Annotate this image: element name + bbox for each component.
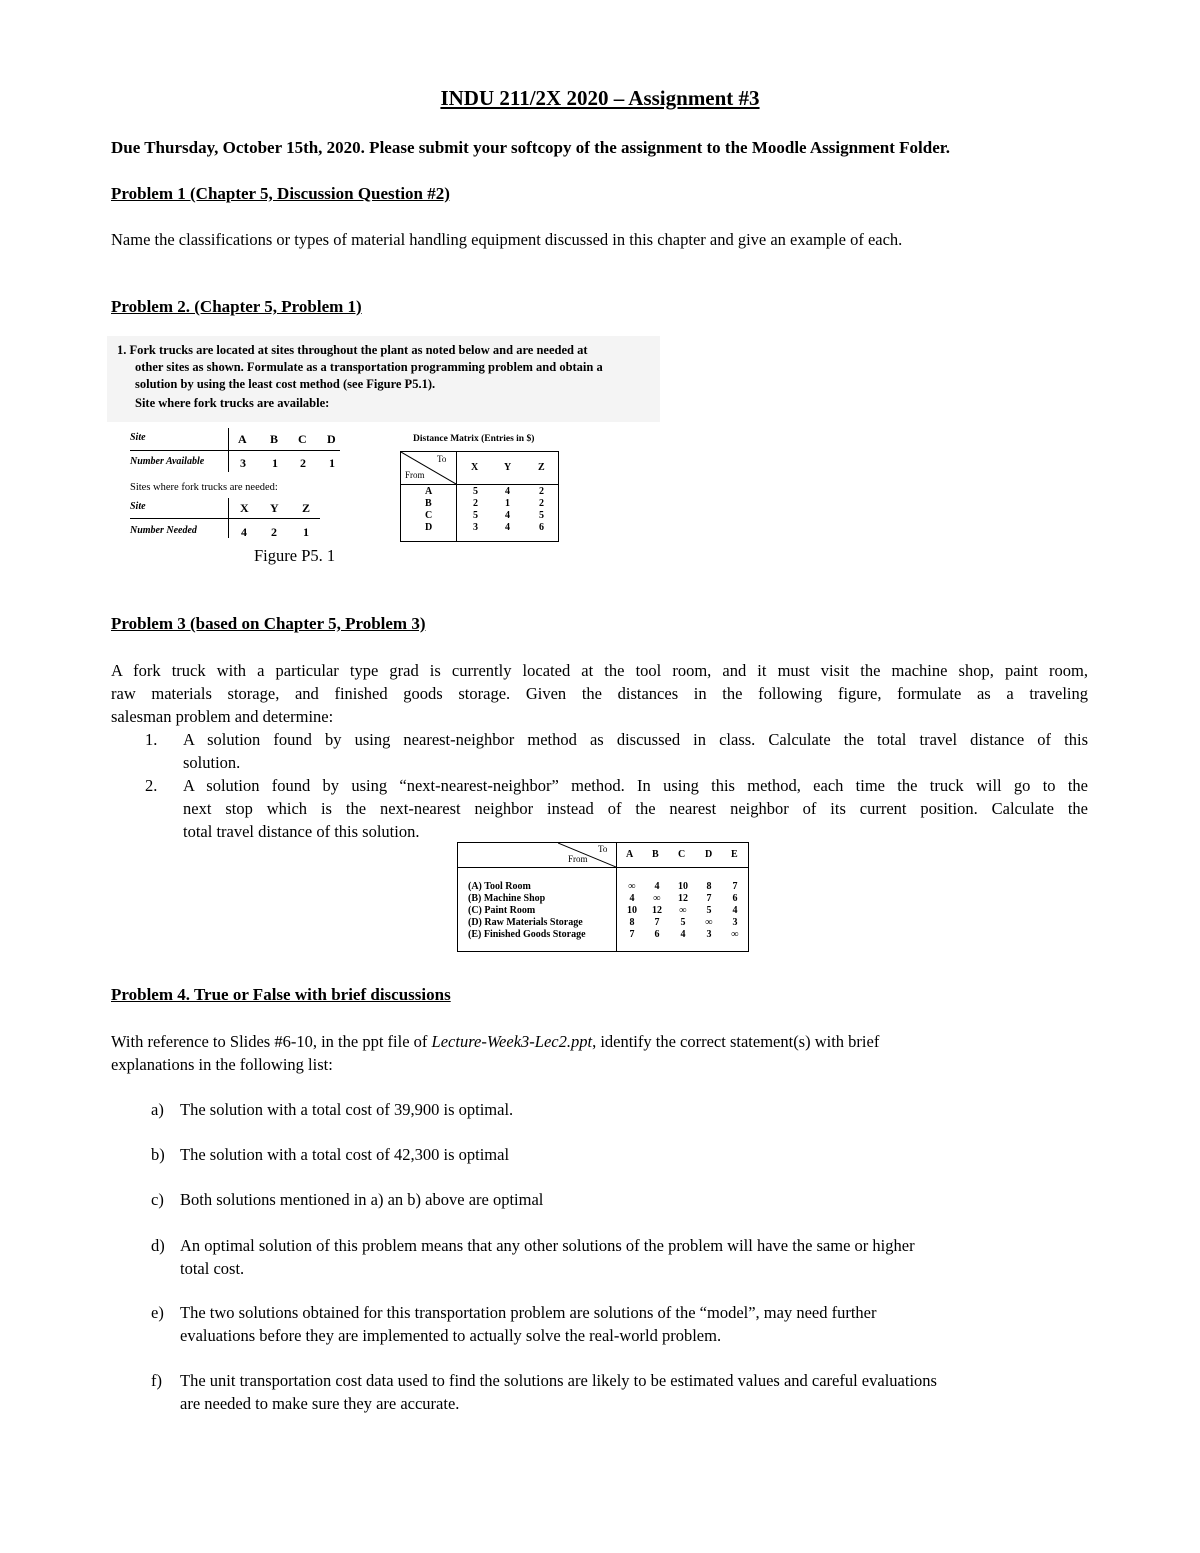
problem-3-item-line: next stop which is the next-nearest neighbor instead of the nearest neighbor of its current position. Calculate the (183, 799, 1088, 818)
statement-text: An optimal solution of this problem means that any other solutions of the problem will have the same or higher (180, 1236, 915, 1255)
tsp-cell: 5 (706, 905, 712, 916)
tsp-cell: 7 (654, 917, 660, 928)
matrix-col-z (539, 486, 544, 534)
tsp-cell: ∞ (705, 917, 713, 928)
matrix-to-label: To (437, 454, 447, 464)
tsp-cell: 10 (627, 905, 637, 916)
due-date-note: Due Thursday, October 15th, 2020. Please submit your softcopy of the assignment to the Moodle Assignment Folder. (111, 138, 951, 157)
tsp-col-d (699, 881, 719, 941)
problem-2-scan-line: other sites as shown. Formulate as a transportation programming problem and obtain a (135, 360, 603, 374)
matrix-row-from: D (425, 522, 433, 533)
matrix-col: Y (504, 462, 512, 473)
matrix-cell: 5 (473, 486, 478, 497)
tsp-col: D (705, 849, 713, 860)
problem-3-item-number: 1. (145, 730, 158, 749)
tsp-cell: 3 (732, 917, 738, 928)
statement-text: The solution with a total cost of 39,900 is optimal. (180, 1100, 514, 1119)
tsp-col-a (622, 881, 642, 941)
divider (228, 428, 229, 472)
tsp-row-names (468, 881, 586, 941)
tsp-to-label: To (598, 844, 608, 854)
avail-value: 1 (329, 456, 335, 470)
problem-3-intro-line: salesman problem and determine: (111, 707, 334, 726)
tsp-cell: 12 (678, 893, 688, 904)
matrix-cell: 6 (539, 522, 544, 533)
tsp-cell: ∞ (628, 881, 636, 892)
matrix-cell: 1 (505, 498, 510, 509)
divider (130, 518, 320, 519)
tsp-cell: 4 (732, 905, 738, 916)
needed-site: Z (302, 501, 311, 515)
distance-matrix-caption: Distance Matrix (Entries in $) (413, 434, 535, 444)
needed-row-label: Number Needed (130, 525, 197, 536)
problem-3-item-line: total travel distance of this solution. (183, 822, 420, 841)
figure-caption: Figure P5. 1 (254, 546, 336, 565)
needed-site: Y (270, 501, 279, 515)
matrix-row-from: C (425, 510, 433, 521)
tsp-cell: 6 (732, 893, 738, 904)
problem-3-intro-line: raw materials storage, and finished goods storage. Given the distances in the following figure, formulate as a traveling (111, 684, 1088, 703)
problem-2-scan-line: solution by using the least cost method (see Figure P5.1). (135, 377, 436, 391)
statement-text-cont: are needed to make sure they are accurate. (180, 1394, 460, 1413)
tsp-cell: 12 (652, 905, 662, 916)
availability-tables (130, 428, 345, 543)
avail-site: A (238, 432, 247, 446)
tsp-cell: 5 (680, 917, 686, 928)
divider (458, 867, 748, 868)
tsp-col: A (626, 849, 634, 860)
needed-value: 4 (241, 525, 247, 539)
tsp-col-c (673, 881, 693, 941)
tsp-from-label: From (568, 854, 588, 864)
problem-4-intro-pre: With reference to Slides #6-10, in the ppt file of (111, 1032, 432, 1051)
tsp-cell: 4 (629, 893, 635, 904)
problem-3-item-line: A solution found by using nearest-neighbor method as discussed in class. Calculate the total travel distance of this (183, 730, 1088, 749)
statement-label: f) (151, 1371, 162, 1390)
avail-site-label: Site (130, 432, 146, 443)
needed-caption: Sites where fork trucks are needed: (130, 482, 278, 493)
problem-4-intro-post: , identify the correct statement(s) with brief (592, 1032, 880, 1051)
statement-label: e) (151, 1303, 164, 1322)
tsp-cell: 7 (732, 881, 738, 892)
problem-2-heading: Problem 2. (Chapter 5, Problem 1) (111, 297, 362, 316)
problem-3-item-number: 2. (145, 776, 158, 795)
tsp-row-name: (C) Paint Room (468, 905, 536, 916)
tsp-cell: 3 (706, 929, 712, 940)
matrix-cell: 5 (539, 510, 544, 521)
tsp-col: E (731, 849, 738, 860)
matrix-cell: 4 (505, 522, 510, 533)
statement-label: b) (151, 1145, 165, 1164)
tsp-col-b (647, 881, 667, 941)
tsp-cell: 8 (629, 917, 635, 928)
problem-4-heading: Problem 4. True or False with brief discussions (111, 985, 451, 1004)
problem-1-heading: Problem 1 (Chapter 5, Discussion Question #2) (111, 184, 450, 203)
problem-3-item-line: A solution found by using “next-nearest-neighbor” method. In using this method, each time the truck will go to the (183, 776, 1088, 795)
tsp-cell: 7 (706, 893, 712, 904)
statement-text-cont: total cost. (180, 1259, 245, 1278)
divider (130, 450, 340, 451)
tsp-cell: ∞ (653, 893, 661, 904)
avail-site: D (327, 432, 336, 446)
tsp-cell: 6 (654, 929, 660, 940)
tsp-cell: ∞ (679, 905, 687, 916)
ppt-file-name: Lecture-Week3-Lec2.ppt (431, 1032, 593, 1051)
distance-matrix (400, 451, 559, 542)
matrix-col: X (471, 462, 479, 473)
statement-label: c) (151, 1190, 164, 1209)
matrix-row-from: B (425, 498, 432, 509)
tsp-col: B (652, 849, 659, 860)
matrix-col: Z (538, 462, 545, 473)
divider (228, 498, 229, 538)
statement-text: The unit transportation cost data used to find the solutions are likely to be estimated values and careful evaluations (180, 1371, 937, 1390)
divider (401, 484, 558, 485)
statement-text-cont: evaluations before they are implemented to actually solve the real-world problem. (180, 1326, 722, 1345)
tsp-row-name: (A) Tool Room (468, 881, 531, 892)
statement-text: The two solutions obtained for this transportation problem are solutions of the “model”, may need further (180, 1303, 877, 1322)
problem-3-intro-line: A fork truck with a particular type grad is currently located at the tool room, and it must visit the machine shop, paint room, (111, 661, 1088, 680)
matrix-cell: 2 (473, 498, 478, 509)
avail-value: 3 (240, 456, 246, 470)
matrix-cell: 4 (505, 486, 510, 497)
tsp-row-name: (D) Raw Materials Storage (468, 917, 583, 928)
tsp-cell: 10 (678, 881, 688, 892)
statement-label: d) (151, 1236, 165, 1255)
tsp-cell: 7 (629, 929, 635, 940)
statement-text: The solution with a total cost of 42,300 is optimal (180, 1145, 510, 1164)
problem-3-item-line: solution. (183, 753, 241, 772)
avail-site: B (270, 432, 279, 446)
problem-4-intro-line: explanations in the following list: (111, 1055, 333, 1074)
matrix-row-from: A (425, 486, 433, 497)
matrix-cell: 3 (473, 522, 478, 533)
tsp-distance-table (457, 842, 749, 952)
tsp-col-e (725, 881, 745, 941)
matrix-from-label: From (405, 470, 425, 480)
problem-4-intro (111, 1030, 879, 1053)
matrix-cell: 5 (473, 510, 478, 521)
problem-2-scan-line: 1. Fork trucks are located at sites throughout the plant as noted below and are needed at (117, 343, 588, 357)
tsp-cell: ∞ (731, 929, 739, 940)
needed-value: 2 (271, 525, 277, 539)
tsp-cell: 4 (654, 881, 660, 892)
matrix-cell: 2 (539, 486, 544, 497)
needed-site-label: Site (130, 501, 146, 512)
tsp-row-name: (E) Finished Goods Storage (468, 929, 586, 940)
document-title: INDU 211/2X 2020 – Assignment #3 (440, 86, 760, 110)
matrix-cell: 2 (539, 498, 544, 509)
problem-3-heading: Problem 3 (based on Chapter 5, Problem 3) (111, 614, 426, 633)
matrix-cell: 4 (505, 510, 510, 521)
matrix-col-x (473, 486, 478, 534)
avail-site: C (298, 432, 307, 446)
tsp-cell: 8 (706, 881, 712, 892)
avail-value: 1 (272, 456, 278, 470)
statement-text: Both solutions mentioned in a) an b) above are optimal (180, 1190, 544, 1209)
tsp-cell: 4 (680, 929, 686, 940)
tsp-row-name: (B) Machine Shop (468, 893, 546, 904)
problem-2-scan-line: Site where fork trucks are available: (135, 396, 330, 410)
statement-label: a) (151, 1100, 164, 1119)
matrix-from-col (425, 486, 432, 534)
matrix-col-y (505, 486, 510, 534)
tsp-col: C (678, 849, 686, 860)
divider (616, 843, 617, 951)
problem-1-text: Name the classifications or types of material handling equipment discussed in this chapter and give an example of each. (111, 230, 903, 249)
needed-value: 1 (303, 525, 309, 539)
avail-row-label: Number Available (130, 456, 205, 467)
needed-site: X (240, 501, 249, 515)
divider (456, 452, 457, 541)
avail-value: 2 (300, 456, 306, 470)
